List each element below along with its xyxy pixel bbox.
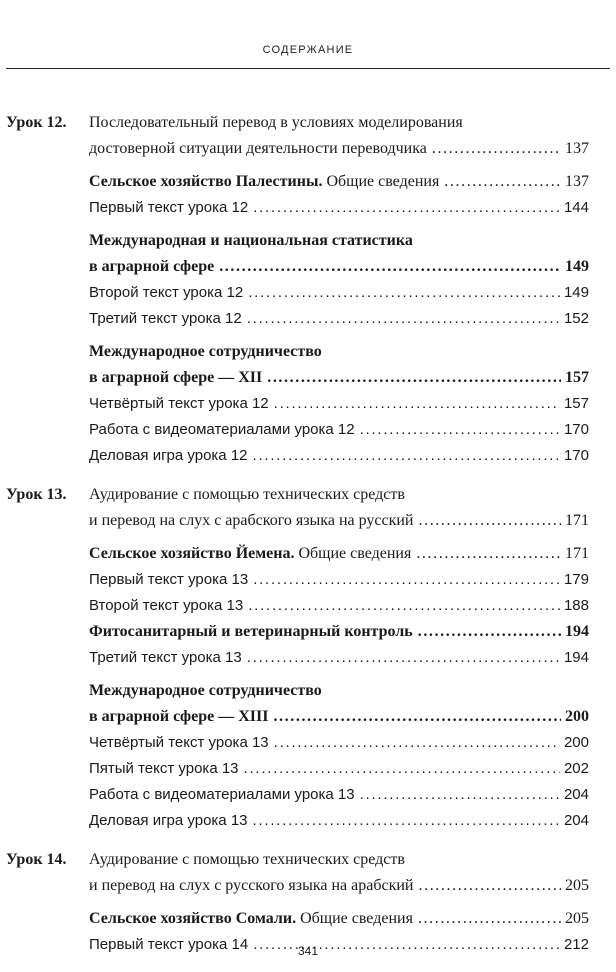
entry-text: Общие сведения (296, 910, 413, 927)
lesson-14 (0, 847, 616, 958)
dot-leader (244, 756, 560, 782)
toc-entry[interactable] (89, 593, 589, 619)
page-ref: 179 (563, 571, 589, 588)
dot-leader (248, 593, 560, 619)
dot-leader (419, 508, 562, 534)
page-ref: 202 (563, 760, 589, 777)
dot-leader (360, 417, 560, 443)
entry-text: Общие сведения (294, 545, 412, 562)
entry-bold-text: в аграрной сфере — XII (89, 369, 263, 386)
page-ref: 194 (565, 623, 589, 640)
toc-entry[interactable] (89, 541, 589, 567)
page-ref: 200 (565, 708, 589, 725)
toc-entry[interactable] (89, 906, 589, 932)
dot-leader (253, 443, 560, 469)
entry-text: Деловая игра урока 12 (89, 447, 248, 464)
toc-entry[interactable] (89, 443, 589, 469)
dot-leader (274, 391, 560, 417)
dot-leader (219, 254, 561, 280)
lesson-title-line: Аудирование с помощью технических средств (89, 486, 405, 503)
dot-leader (253, 808, 560, 834)
toc-entry[interactable] (89, 228, 589, 280)
toc-entry[interactable] (89, 391, 589, 417)
page-ref: 152 (563, 310, 589, 327)
entry-bold-text: Сельское хозяйство Палестины. (89, 173, 323, 190)
page-ref: 205 (565, 910, 589, 927)
toc-entry[interactable] (89, 730, 589, 756)
toc-entry[interactable] (89, 195, 589, 221)
entry-text: Первый текст урока 14 (89, 936, 249, 953)
entry-text: Работа с видеоматериалами урока 12 (89, 421, 355, 438)
dot-leader (248, 280, 560, 306)
page-ref: 204 (563, 812, 589, 829)
dot-leader (273, 704, 561, 730)
toc-entry[interactable] (89, 619, 589, 645)
page-ref: 171 (565, 545, 589, 562)
lesson-title-line: Последовательный перевод в условиях моделирования (89, 114, 463, 131)
toc-entry[interactable] (89, 567, 589, 593)
entry-bold-text: в аграрной сфере — XIII (89, 708, 269, 725)
page-ref: 204 (563, 786, 589, 803)
page-ref: 137 (565, 140, 589, 157)
dot-leader (253, 567, 560, 593)
page-ref: 205 (565, 877, 589, 894)
dot-leader (360, 782, 560, 808)
entry-text: Первый текст урока 12 (89, 199, 249, 216)
toc-entry[interactable] (89, 678, 589, 730)
lesson-title-line: Аудирование с помощью технических средств (89, 851, 405, 868)
dot-leader (432, 136, 561, 162)
entry-bold-text: Международное сотрудничество (89, 682, 322, 699)
table-of-contents (0, 110, 616, 971)
entry-bold-text: Фитосанитарный и ветеринарный контроль (89, 623, 413, 640)
page-ref: 157 (563, 395, 589, 412)
toc-entry[interactable] (89, 280, 589, 306)
lesson-title[interactable] (89, 847, 589, 899)
page-ref: 149 (563, 284, 589, 301)
page-ref: 171 (565, 512, 589, 529)
page-ref: 194 (563, 649, 589, 666)
page-ref: 144 (563, 199, 589, 216)
page-ref: 200 (563, 734, 589, 751)
dot-leader (416, 541, 561, 567)
entry-text: Первый текст урока 13 (89, 571, 249, 588)
lesson-label: Урок 14. (6, 851, 67, 868)
dot-leader (444, 169, 561, 195)
page-ref: 170 (563, 447, 589, 464)
entry-text: Пятый текст урока 13 (89, 760, 239, 777)
lesson-title[interactable] (89, 482, 589, 534)
entry-text: Общие сведения (322, 173, 440, 190)
toc-entry[interactable] (89, 808, 589, 834)
entry-text: Работа с видеоматериалами урока 13 (89, 786, 355, 803)
toc-entry[interactable] (89, 645, 589, 671)
dot-leader (274, 730, 560, 756)
toc-entry[interactable] (89, 756, 589, 782)
dot-leader (253, 195, 560, 221)
page-ref: 188 (563, 597, 589, 614)
page-ref: 149 (565, 258, 589, 275)
dot-leader (267, 365, 561, 391)
running-header: СОДЕРЖАНИЕ (262, 44, 354, 56)
page-number: 341 (297, 944, 319, 958)
toc-entry[interactable] (89, 782, 589, 808)
entry-text: Четвёртый текст урока 13 (89, 734, 269, 751)
entry-bold-text: Международное сотрудничество (89, 343, 322, 360)
lesson-label: Урок 13. (6, 486, 67, 503)
toc-entry[interactable] (89, 417, 589, 443)
dot-leader (419, 873, 562, 899)
dot-leader (418, 619, 561, 645)
entry-bold-text: Сельское хозяйство Сомали. (89, 910, 297, 927)
page-ref: 170 (563, 421, 589, 438)
page-ref: 157 (565, 369, 589, 386)
lesson-label: Урок 12. (6, 114, 67, 131)
entry-text: Третий текст урока 13 (89, 649, 242, 666)
dot-leader (418, 906, 561, 932)
entry-bold-text: Международная и национальная статистика (89, 232, 413, 249)
entry-text: Второй текст урока 13 (89, 597, 244, 614)
lesson-title-line: и перевод на слух с арабского языка на русский (89, 512, 414, 529)
toc-entry[interactable] (89, 306, 589, 332)
lesson-title-line: и перевод на слух с русского языка на арабский (89, 877, 414, 894)
lesson-13 (0, 482, 616, 834)
entry-bold-text: в аграрной сфере (89, 258, 215, 275)
lesson-12 (0, 110, 616, 469)
dot-leader (247, 306, 560, 332)
lesson-title[interactable] (89, 110, 589, 162)
lesson-title-line: достоверной ситуации деятельности переводчика (89, 140, 427, 157)
entry-bold-text: Сельское хозяйство Йемена. (89, 545, 295, 562)
page-ref: 212 (563, 936, 589, 953)
toc-entry[interactable] (89, 339, 589, 391)
header-rule (6, 68, 610, 69)
toc-entry[interactable] (89, 169, 589, 195)
page-ref: 137 (565, 173, 589, 190)
entry-text: Второй текст урока 12 (89, 284, 244, 301)
entry-text: Деловая игра урока 13 (89, 812, 248, 829)
dot-leader (247, 645, 560, 671)
entry-text: Четвёртый текст урока 12 (89, 395, 269, 412)
entry-text: Третий текст урока 12 (89, 310, 242, 327)
